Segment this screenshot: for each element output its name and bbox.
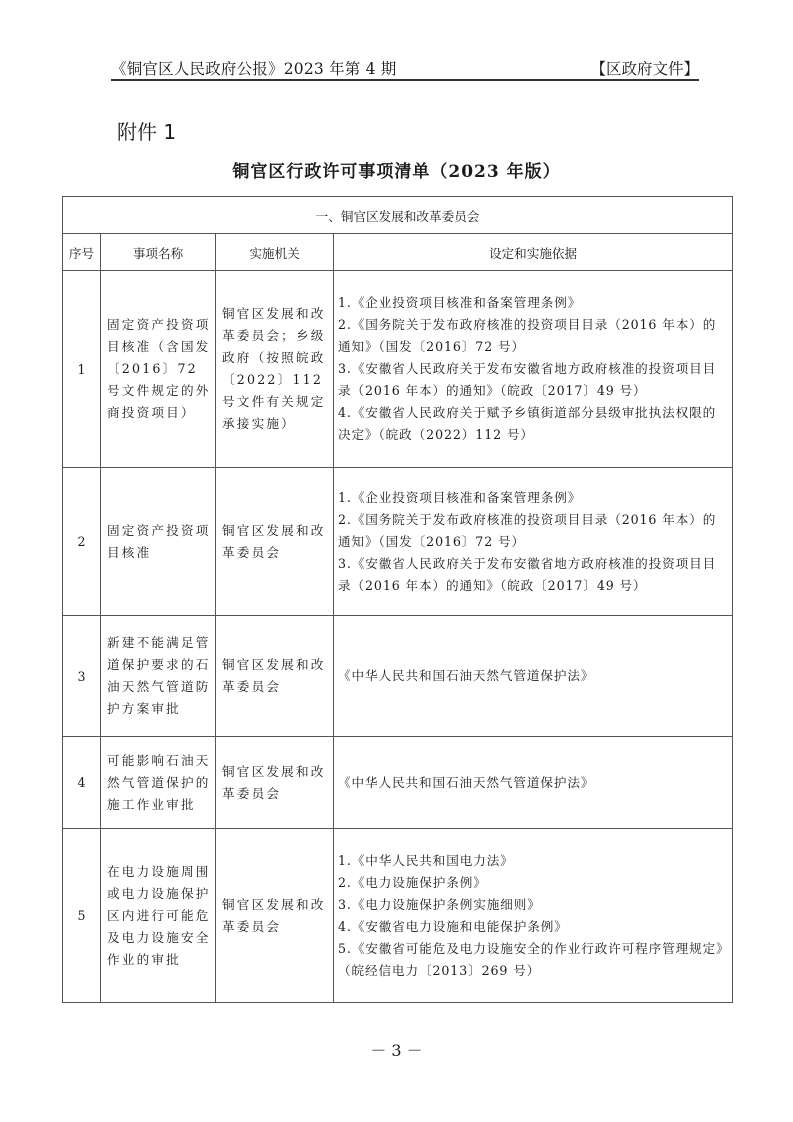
row-name: 可能影响石油天然气管道保护的施工作业审批	[101, 737, 216, 829]
header-publication: 《铜官区人民政府公报》2023 年第 4 期	[111, 60, 397, 78]
basis-item: 3.《安徽省人民政府关于发布安徽省地方政府核准的投资项目目录（2016 年本）的通知》（皖政〔2017〕49 号）	[338, 555, 717, 593]
row-basis	[334, 468, 733, 616]
col-header-no: 序号	[63, 234, 101, 271]
row-name: 固定资产投资项目核准	[101, 468, 216, 616]
basis-item: 3.《电力设施保护条例实施细则》	[338, 896, 541, 912]
basis-item: 4.《安徽省电力设施和电能保护条例》	[338, 918, 568, 934]
col-header-name: 事项名称	[101, 234, 216, 271]
row-org: 铜官区发展和改革委员会	[216, 737, 334, 829]
basis-item: 5.《安徽省可能危及电力设施安全的作业行政许可程序管理规定》（皖经信电力〔2013〕269 号）	[338, 940, 724, 978]
col-header-basis: 设定和实施依据	[334, 234, 733, 271]
table-row	[63, 271, 733, 468]
section-title: 一、铜官区发展和改革委员会	[63, 197, 733, 234]
header-row	[63, 234, 733, 271]
basis-item: 《中华人民共和国石油天然气管道保护法》	[338, 668, 595, 683]
basis-item: 1.《中华人民共和国电力法》	[338, 852, 514, 868]
row-org: 铜官区发展和改革委员会	[216, 829, 334, 1003]
row-no: 5	[63, 829, 101, 1003]
table-row	[63, 468, 733, 616]
attachment-label: 附件 1	[117, 120, 177, 144]
basis-item: 1.《企业投资项目核准和备案管理条例》	[338, 295, 582, 310]
header-category: 【区政府文件】	[590, 60, 699, 78]
row-name: 固定资产投资项目核准（含国发〔2016〕72 号文件规定的外商投资项目）	[101, 271, 216, 468]
basis-item: 2.《国务院关于发布政府核准的投资项目目录（2016 年本）的通知》（国发〔2016〕72 号）	[338, 511, 717, 549]
table-row	[63, 829, 733, 1003]
row-org: 铜官区发展和改革委员会	[216, 468, 334, 616]
row-no: 3	[63, 616, 101, 737]
header-rule	[111, 79, 699, 81]
row-no: 2	[63, 468, 101, 616]
row-basis	[334, 829, 733, 1003]
permit-table	[62, 196, 733, 1003]
page-number: － 3 －	[370, 1041, 423, 1060]
row-basis	[334, 271, 733, 468]
col-header-org: 实施机关	[216, 234, 334, 271]
section-row	[63, 197, 733, 234]
row-org: 铜官区发展和改革委员会	[216, 616, 334, 737]
basis-item: 2.《国务院关于发布政府核准的投资项目目录（2016 年本）的通知》（国发〔2016〕72 号）	[338, 317, 717, 354]
row-name: 在电力设施周围或电力设施保护区内进行可能危及电力设施安全作业的审批	[101, 829, 216, 1003]
table-row	[63, 737, 733, 829]
row-basis	[334, 616, 733, 737]
row-basis	[334, 737, 733, 829]
document-title: 铜官区行政许可事项清单（2023 年版）	[232, 162, 561, 182]
basis-item: 2.《电力设施保护条例》	[338, 874, 487, 890]
basis-item: 1.《企业投资项目核准和备案管理条例》	[338, 489, 582, 505]
row-no: 1	[63, 271, 101, 468]
table-row	[63, 616, 733, 737]
row-org: 铜官区发展和改革委员会；乡级政府（按照皖政〔2022〕112 号文件有关规定承接实施）	[216, 271, 334, 468]
row-name: 新建不能满足管道保护要求的石油天然气管道防护方案审批	[101, 616, 216, 737]
basis-item: 《中华人民共和国石油天然气管道保护法》	[338, 774, 595, 790]
basis-item: 4.《安徽省人民政府关于赋予乡镇街道部分县级审批执法权限的决定》（皖政（2022）112 号）	[338, 405, 717, 442]
basis-item: 3.《安徽省人民政府关于发布安徽省地方政府核准的投资项目目录（2016 年本）的通知》（皖政〔2017〕49 号）	[338, 361, 717, 398]
row-no: 4	[63, 737, 101, 829]
